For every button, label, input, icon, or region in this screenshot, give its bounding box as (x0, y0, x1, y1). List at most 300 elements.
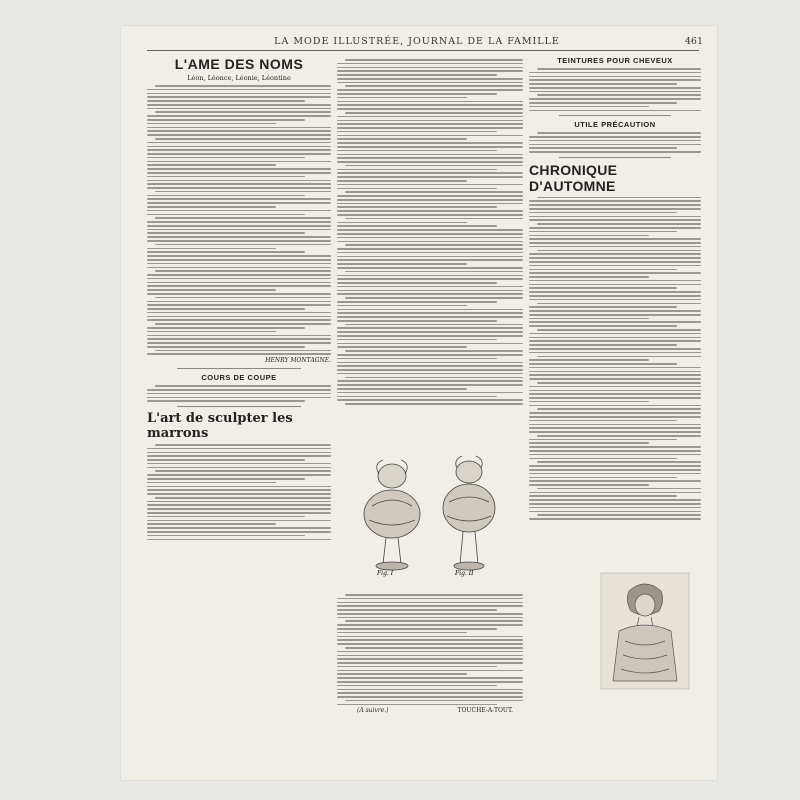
text-line (337, 696, 523, 698)
text-line (337, 624, 523, 626)
text-line (529, 318, 649, 320)
text-line (337, 93, 497, 95)
page-number: 461 (684, 36, 703, 47)
text-line (147, 516, 305, 518)
text-line (537, 329, 701, 331)
text-line (337, 643, 523, 645)
text-line (529, 416, 701, 418)
text-line (529, 348, 701, 350)
text-line (147, 96, 331, 98)
text-line (537, 488, 701, 490)
text-line (337, 384, 523, 386)
text-line (337, 602, 523, 604)
text-line (529, 102, 677, 104)
text-line (345, 377, 523, 379)
text-line (529, 287, 677, 289)
text-line (337, 210, 523, 212)
sculpted-chestnut-figures-icon (337, 446, 523, 586)
text-line (147, 312, 331, 314)
text-line (147, 289, 276, 291)
text-line (337, 229, 523, 231)
text-line (147, 539, 331, 541)
text-line (529, 280, 701, 282)
text-line (155, 244, 331, 246)
text-line (345, 165, 523, 167)
text-line (337, 331, 523, 333)
text-line (337, 677, 523, 679)
text-line (529, 253, 701, 255)
text-line (337, 609, 497, 611)
text-line (529, 212, 677, 214)
text-line (529, 216, 701, 218)
text-line (147, 89, 331, 91)
text-line (147, 346, 305, 348)
text-line (337, 358, 497, 360)
text-line (529, 397, 701, 399)
section-body (147, 385, 331, 402)
text-line (147, 134, 331, 136)
text-line (529, 420, 677, 422)
text-line (147, 452, 331, 454)
text-line (345, 403, 523, 405)
text-line (337, 67, 523, 69)
text-line (529, 405, 701, 407)
text-line (337, 63, 523, 65)
text-line (147, 93, 331, 95)
text-line (147, 474, 331, 476)
text-line (529, 495, 677, 497)
text-line (147, 225, 331, 227)
text-line (337, 248, 523, 250)
text-line (537, 303, 701, 305)
figure-block (337, 446, 523, 586)
text-line (529, 511, 701, 513)
text-line (529, 480, 701, 482)
text-line (147, 489, 331, 491)
text-line (337, 150, 497, 152)
article-body (529, 197, 701, 520)
text-line (529, 344, 677, 346)
text-line (345, 647, 523, 649)
text-line (337, 146, 523, 148)
text-line (337, 339, 497, 341)
text-line (337, 142, 523, 144)
text-line (337, 172, 523, 174)
article-body (147, 85, 331, 355)
text-line (529, 144, 701, 146)
text-line (529, 374, 701, 376)
text-line (529, 140, 701, 142)
text-line (337, 689, 523, 691)
text-line (529, 261, 701, 263)
text-line (537, 514, 701, 516)
text-line (337, 70, 523, 72)
text-line (529, 257, 701, 259)
text-line (529, 314, 701, 316)
divider (559, 157, 671, 158)
figure-label-1: Fig. I (377, 570, 394, 577)
text-line (147, 127, 331, 129)
text-line (529, 208, 701, 210)
text-line (155, 385, 331, 387)
text-line (537, 68, 701, 70)
continuation-note: (A suivre.) (357, 707, 389, 715)
text-line (147, 293, 331, 295)
text-line (529, 276, 649, 278)
text-line (147, 342, 331, 344)
text-line (147, 327, 305, 329)
text-line (337, 343, 523, 345)
text-line (147, 183, 331, 185)
divider (177, 406, 301, 407)
text-line (337, 628, 497, 630)
text-line (337, 373, 523, 375)
text-line (337, 138, 467, 140)
text-line (155, 297, 331, 299)
text-line (529, 325, 677, 327)
text-line (147, 304, 331, 306)
text-line (337, 286, 523, 288)
text-line (337, 104, 523, 106)
text-line (337, 275, 523, 277)
text-line (147, 130, 331, 132)
text-line (147, 482, 276, 484)
text-line (147, 180, 331, 182)
text-line (529, 227, 701, 229)
text-line (147, 459, 305, 461)
text-line (337, 327, 523, 329)
text-line (337, 176, 523, 178)
text-line (537, 461, 701, 463)
text-line (147, 214, 305, 216)
text-line (337, 199, 523, 201)
text-line (529, 439, 677, 441)
text-line (529, 484, 649, 486)
column-1 (147, 56, 331, 542)
article-author: HENRY MONTAGNE. (265, 357, 331, 365)
text-line (147, 146, 331, 148)
text-line (345, 244, 523, 246)
text-line (337, 655, 523, 657)
text-line (155, 111, 331, 113)
text-line (337, 278, 523, 280)
text-line (529, 200, 701, 202)
text-line (529, 367, 701, 369)
text-line (529, 231, 677, 233)
text-line (147, 535, 305, 537)
text-line (147, 100, 305, 102)
text-line (337, 312, 523, 314)
text-line (337, 598, 523, 600)
text-line (147, 210, 331, 212)
text-line (337, 613, 523, 615)
text-line (337, 639, 523, 641)
text-line (529, 147, 677, 149)
text-line (337, 161, 523, 163)
text-line (529, 390, 701, 392)
text-line (147, 176, 305, 178)
text-line (337, 263, 467, 265)
text-line (147, 123, 276, 125)
text-line (345, 620, 523, 622)
text-line (155, 497, 331, 499)
text-line (337, 293, 523, 295)
text-line (147, 142, 331, 144)
text-line (337, 184, 523, 186)
text-line (147, 202, 331, 204)
text-line (155, 138, 331, 140)
text-line (337, 206, 497, 208)
text-line (529, 136, 701, 138)
text-line (345, 271, 523, 273)
text-line (529, 499, 701, 501)
text-line (155, 470, 331, 472)
text-line (529, 450, 701, 452)
text-line (147, 353, 331, 355)
text-line (147, 172, 331, 174)
text-line (147, 278, 331, 280)
text-line (529, 269, 677, 271)
text-line (529, 310, 701, 312)
text-line (147, 397, 331, 399)
text-line (529, 378, 701, 380)
text-line (147, 389, 331, 391)
text-line (345, 594, 523, 596)
text-line (529, 454, 701, 456)
text-line (337, 380, 523, 382)
text-line (337, 82, 523, 84)
text-line (147, 486, 331, 488)
text-line (337, 636, 523, 638)
text-line (147, 240, 331, 242)
text-line (537, 250, 701, 252)
text-line (337, 651, 523, 653)
text-line (155, 217, 331, 219)
figure-label-2: Fig. II (455, 570, 474, 577)
text-line (529, 465, 701, 467)
text-line (529, 333, 701, 335)
newspaper-page (121, 26, 717, 780)
text-line (337, 346, 467, 348)
text-line (147, 104, 331, 106)
text-line (529, 458, 677, 460)
text-line (529, 306, 677, 308)
text-line (529, 79, 701, 81)
text-line (155, 444, 331, 446)
text-line (529, 469, 701, 471)
text-line (337, 195, 523, 197)
article-body (337, 59, 523, 405)
text-line (337, 180, 467, 182)
text-line (147, 259, 331, 261)
text-line (529, 265, 701, 267)
text-line (147, 448, 331, 450)
text-line (147, 255, 331, 257)
text-line (147, 263, 331, 265)
text-line (337, 399, 523, 401)
text-line (337, 282, 497, 284)
text-line (147, 282, 331, 284)
text-line (147, 531, 331, 533)
text-line (345, 85, 523, 87)
text-line (529, 83, 677, 85)
text-line (147, 153, 331, 155)
text-line (345, 112, 523, 114)
text-line (529, 246, 701, 248)
text-line (529, 427, 701, 429)
text-line (529, 72, 701, 74)
text-line (529, 204, 701, 206)
text-line (147, 527, 331, 529)
section-title-cours-de-coupe: COURS DE COUPE (201, 373, 277, 383)
text-line (345, 324, 523, 326)
text-line (529, 91, 701, 93)
divider (177, 368, 301, 369)
text-line (337, 617, 523, 619)
column-2-lower (337, 591, 523, 717)
text-line (337, 214, 523, 216)
woman-portrait-icon (599, 571, 691, 691)
text-line (337, 259, 523, 261)
divider (559, 115, 671, 116)
text-line (537, 223, 701, 225)
text-line (337, 365, 523, 367)
text-line (147, 520, 331, 522)
text-line (337, 396, 497, 398)
text-line (345, 700, 523, 702)
article-title-marrons: L'art de sculpter les marrons (147, 410, 293, 441)
column-3 (529, 56, 701, 522)
text-line (147, 467, 331, 469)
text-line (537, 408, 701, 410)
text-line (337, 320, 497, 322)
text-line (147, 393, 331, 395)
text-line (529, 291, 701, 293)
text-line (529, 386, 701, 388)
text-line (147, 285, 331, 287)
text-line (147, 501, 331, 503)
header-rule (147, 50, 699, 51)
text-line (337, 666, 497, 668)
text-line (529, 151, 701, 153)
article-body (337, 594, 523, 705)
text-line (147, 308, 305, 310)
text-line (147, 400, 305, 402)
text-line (529, 503, 701, 505)
text-line (337, 97, 467, 99)
text-line (337, 388, 467, 390)
text-line (147, 316, 331, 318)
article-title-chronique-automne: CHRONIQUE D'AUTOMNE (529, 161, 618, 194)
text-line (345, 59, 523, 61)
text-line (529, 242, 701, 244)
text-line (529, 238, 701, 240)
text-line (529, 219, 701, 221)
text-line (337, 605, 523, 607)
text-line (529, 477, 677, 479)
article-title-ame-des-noms: L'AME DES NOMS (174, 56, 304, 72)
article-subtitle: Léon, Léonce, Léonie, Léontine (187, 74, 291, 82)
text-line (337, 127, 523, 129)
article-body (529, 68, 701, 111)
text-line (537, 356, 701, 358)
text-line (147, 267, 331, 269)
text-line (147, 198, 331, 200)
text-line (529, 359, 649, 361)
text-line (345, 191, 523, 193)
text-line (529, 424, 701, 426)
text-line (529, 352, 701, 354)
text-line (337, 335, 523, 337)
article-body (529, 132, 701, 153)
text-line (147, 187, 331, 189)
text-line (337, 131, 497, 133)
text-line (337, 305, 467, 307)
text-line (337, 74, 497, 76)
text-line (337, 658, 523, 660)
text-line (147, 338, 331, 340)
text-line (337, 354, 523, 356)
text-line (155, 191, 331, 193)
text-line (529, 446, 701, 448)
text-line (147, 335, 331, 337)
article-body (147, 444, 331, 540)
text-line (529, 340, 701, 342)
text-line (529, 363, 677, 365)
text-line (537, 435, 701, 437)
text-line (147, 195, 305, 197)
text-line (337, 681, 523, 683)
text-line (147, 493, 331, 495)
text-line (147, 301, 331, 303)
text-line (147, 232, 305, 234)
text-line (147, 504, 331, 506)
text-line (337, 685, 497, 687)
text-line (529, 321, 701, 323)
text-line (529, 518, 701, 520)
text-line (337, 362, 523, 364)
text-line (345, 218, 523, 220)
text-line (147, 149, 331, 151)
text-line (537, 382, 701, 384)
text-line (337, 316, 523, 318)
text-line (529, 295, 701, 297)
text-line (337, 123, 523, 125)
article-signature: TOUCHE-A-TOUT. (457, 707, 513, 715)
text-line (337, 252, 523, 254)
text-line (337, 89, 523, 91)
text-line (147, 119, 305, 121)
text-line (337, 267, 523, 269)
article-title-teintures: TEINTURES POUR CHEVEUX (557, 56, 673, 65)
text-line (147, 508, 331, 510)
text-line (529, 401, 649, 403)
text-line (337, 135, 523, 137)
text-line (337, 120, 523, 122)
text-line (147, 331, 276, 333)
text-line (337, 704, 497, 706)
text-line (147, 512, 331, 514)
text-line (337, 108, 523, 110)
text-line (337, 392, 523, 394)
column-2 (337, 56, 523, 407)
text-line (529, 473, 701, 475)
text-line (529, 98, 701, 100)
text-line (537, 94, 701, 96)
text-line (147, 236, 331, 238)
text-line (147, 115, 331, 117)
text-line (529, 106, 649, 108)
